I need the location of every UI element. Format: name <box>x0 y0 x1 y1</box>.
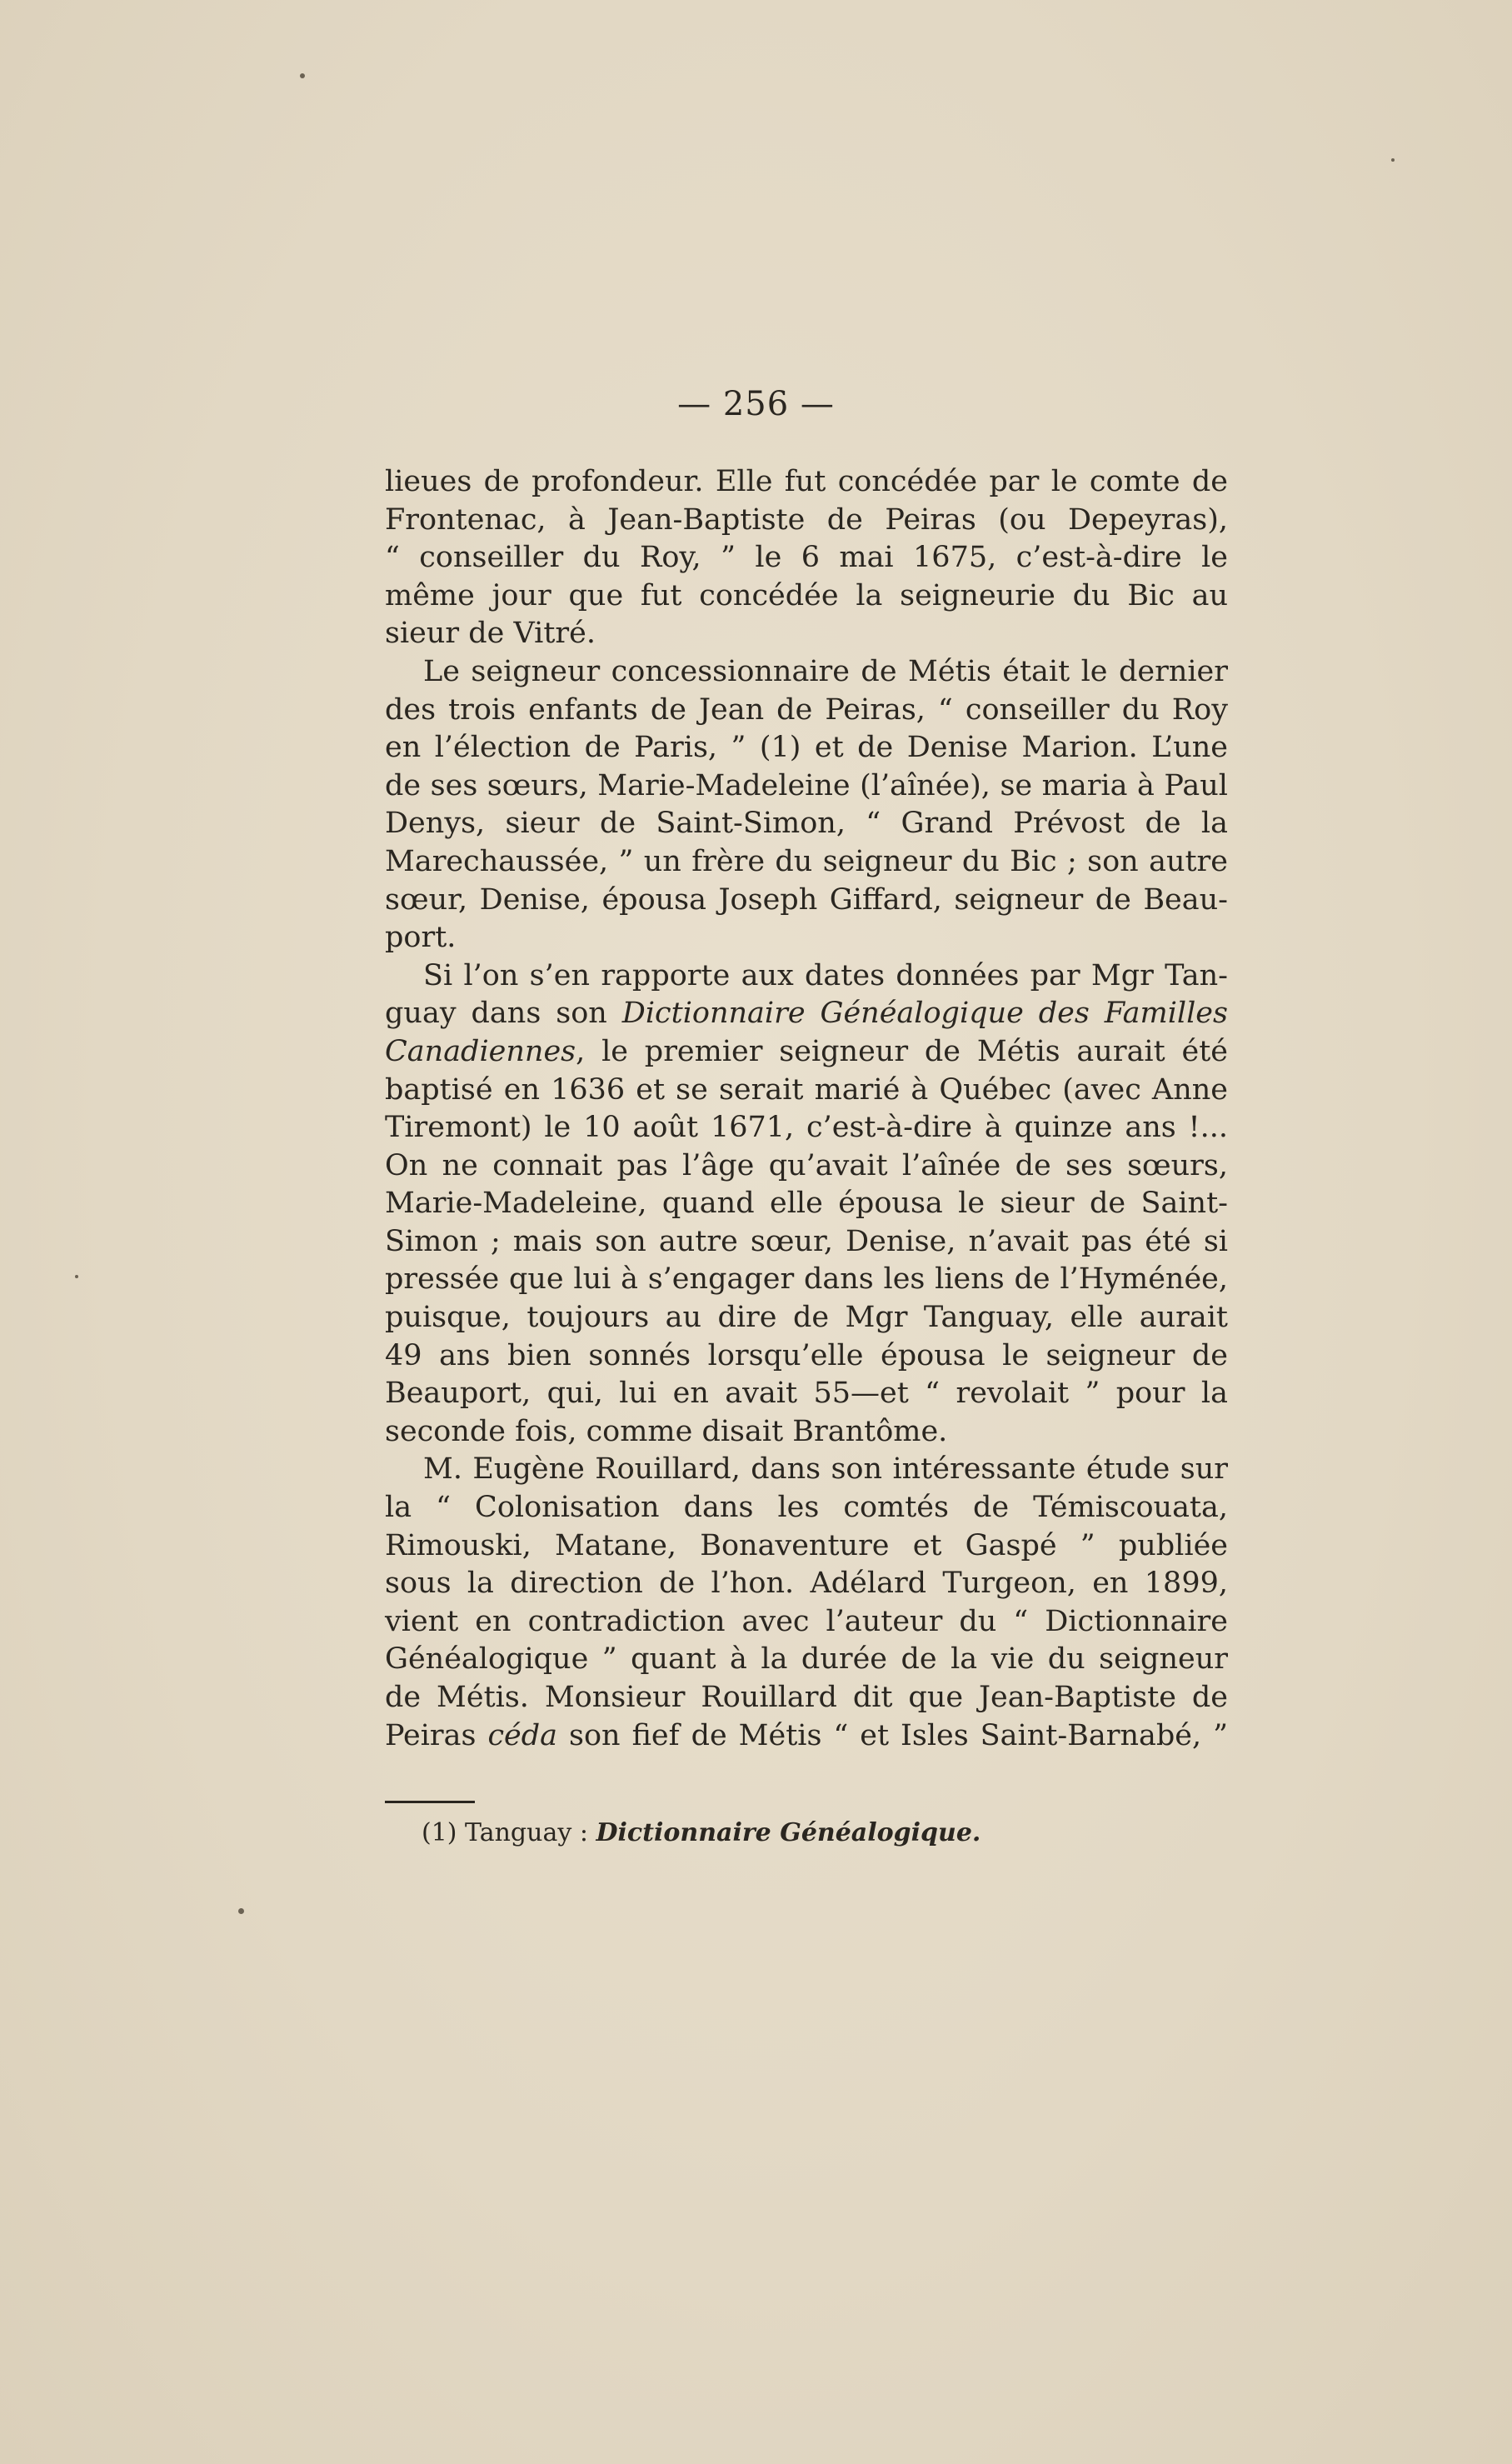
text-line: lieues de profondeur. Elle fut concédée par le comte de <box>385 465 1228 498</box>
text-line: sieur de Vitré. <box>385 617 596 651</box>
body-text <box>385 463 1228 1755</box>
text-line: des trois enfants de Jean de Peiras, “ conseiller du Roy <box>385 692 1228 727</box>
text-line: Généalogique ” quant à la durée de la vie du seigneur <box>385 1642 1228 1677</box>
text-line: “ conseiller du Roy, ” le 6 mai 1675, c’est-à-dire le <box>385 541 1228 575</box>
text-segment: guay dans son <box>385 997 622 1031</box>
text-line: sous la direction de l’hon. Adélard Turgeon, en 1899, <box>385 1567 1228 1601</box>
text-line: la “ Colonisation dans les comtés de Témiscouata, <box>385 1491 1228 1525</box>
text-line: Marie-Madeleine, quand elle épousa le sieur de Saint- <box>385 1187 1228 1221</box>
text-line: baptisé en 1636 et se serait marié à Québec (avec Anne <box>385 1072 1228 1107</box>
paper-speck <box>238 1908 244 1914</box>
emphasis-word: céda <box>487 1718 558 1752</box>
text-line <box>385 1033 1228 1072</box>
text-line: en l’élection de Paris, ” (1) et de Denise Marion. L’une <box>385 731 1228 765</box>
book-title: Canadiennes <box>385 1034 576 1068</box>
text-line: On ne connait pas l’âge qu’avait l’aînée de ses sœurs, <box>385 1148 1228 1182</box>
text-segment: , le premier seigneur de Métis aurait été <box>576 1034 1228 1068</box>
text-line: pressée que lui à s’engager dans les liens de l’Hyménée, <box>385 1262 1228 1297</box>
text-segment: son fief de Métis “ et Isles Saint-Barnabé, ” <box>557 1718 1229 1752</box>
footnote <box>422 1817 981 1850</box>
text-line: Rimouski, Matane, Bonaventure et Gaspé ” publiée <box>385 1528 1228 1562</box>
text-line: de ses sœurs, Marie-Madeleine (l’aînée), se maria à Paul <box>385 768 1228 802</box>
text-line: M. Eugène Rouillard, dans son intéressante étude sur <box>423 1452 1228 1487</box>
text-line: même jour que fut concédée la seigneurie du Bic au <box>385 578 1228 612</box>
text-line: seconde fois, comme disait Brantôme. <box>385 1414 948 1448</box>
text-line: port. <box>385 921 457 955</box>
text-line: Beauport, qui, lui en avait 55—et “ revolait ” pour la <box>385 1377 1228 1411</box>
paper-speck <box>1391 158 1395 162</box>
page-number: — 256 — <box>677 385 835 423</box>
text-line: puisque, toujours au dire de Mgr Tanguay, elle aurait <box>385 1301 1228 1335</box>
footnote-divider <box>385 1801 475 1803</box>
footnote-title: Dictionnaire Généalogique. <box>596 1818 981 1847</box>
text-line: Denys, sieur de Saint-Simon, “ Grand Prévost de la <box>385 807 1228 841</box>
text-line: 49 ans bien sonnés lorsqu’elle épousa le seigneur de <box>385 1338 1228 1372</box>
text-line: vient en contradiction avec l’auteur du “ Dictionnaire <box>385 1604 1228 1638</box>
text-line: Tiremont) le 10 août 1671, c’est-à-dire à quinze ans !... <box>385 1111 1228 1145</box>
text-line <box>385 1717 1228 1756</box>
paper-speck <box>75 1275 78 1278</box>
text-line: Marechaussée, ” un frère du seigneur du Bic ; son autre <box>385 844 1228 878</box>
text-line: de Métis. Monsieur Rouillard dit que Jean-Baptiste de <box>385 1681 1228 1714</box>
footnote-marker: (1) Tanguay : <box>422 1818 596 1847</box>
text-line: Frontenac, à Jean-Baptiste de Peiras (ou Depeyras), <box>385 502 1228 537</box>
text-line <box>385 995 1228 1033</box>
text-line: Si l’on s’en rapporte aux dates données par Mgr Tan- <box>423 958 1228 992</box>
text-line: sœur, Denise, épousa Joseph Giffard, seigneur de Beau- <box>385 882 1228 917</box>
book-title: Dictionnaire Généalogique des Familles <box>621 997 1228 1031</box>
paper-speck <box>300 73 305 78</box>
text-segment: Peiras <box>385 1718 488 1752</box>
text-line: Le seigneur concessionnaire de Métis était le dernier <box>423 654 1228 688</box>
text-line: Simon ; mais son autre sœur, Denise, n’avait pas été si <box>385 1224 1228 1258</box>
